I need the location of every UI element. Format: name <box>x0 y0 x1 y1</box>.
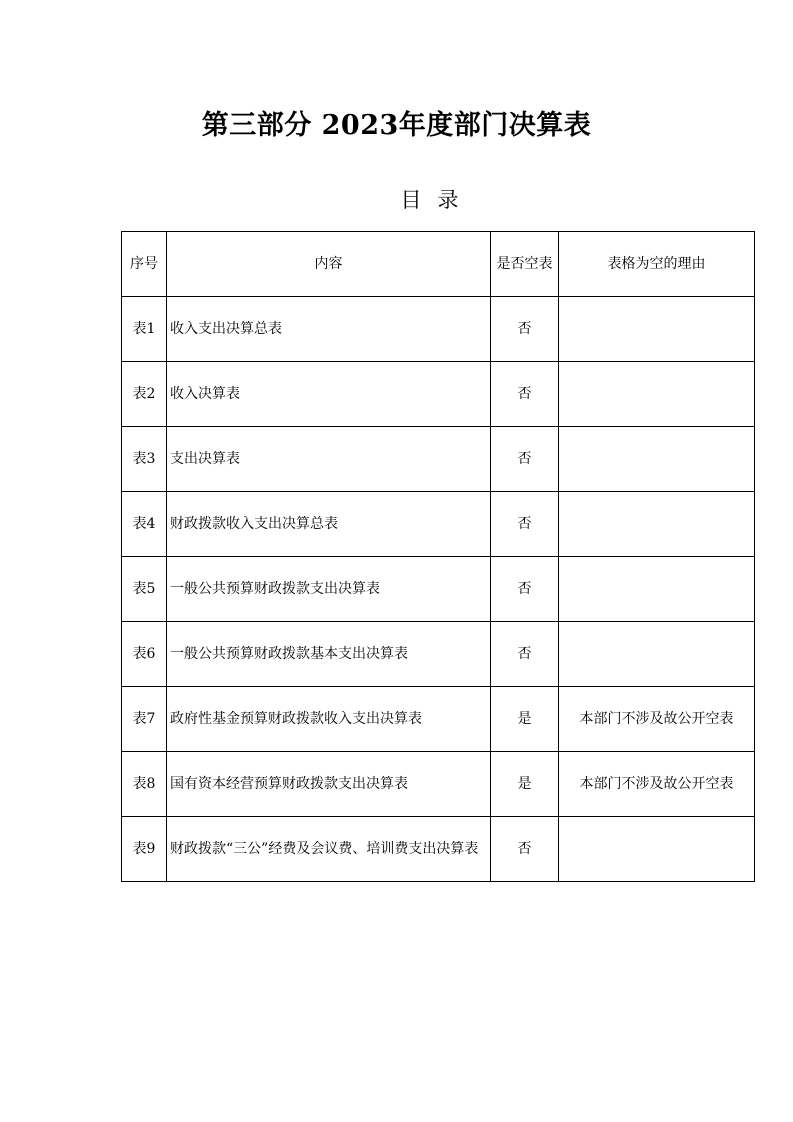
page-title: 第三部分 2023年度部门决算表 <box>201 110 592 141</box>
row-no: 表1 <box>122 297 167 362</box>
toc-table <box>121 231 755 882</box>
row-is-empty: 否 <box>491 297 559 362</box>
row-is-empty: 否 <box>491 362 559 427</box>
row-content: 支出决算表 <box>167 427 491 492</box>
row-is-empty: 否 <box>491 817 559 882</box>
table-row <box>122 492 755 557</box>
row-content: 财政拨款收入支出决算总表 <box>167 492 491 557</box>
header-reason: 表格为空的理由 <box>559 232 755 297</box>
row-reason <box>559 557 755 622</box>
row-reason <box>559 297 755 362</box>
table-row <box>122 297 755 362</box>
table-row <box>122 427 755 492</box>
row-no: 表3 <box>122 427 167 492</box>
row-is-empty: 是 <box>491 752 559 817</box>
row-is-empty: 否 <box>491 622 559 687</box>
row-is-empty: 否 <box>491 492 559 557</box>
row-content: 收入决算表 <box>167 362 491 427</box>
toc-heading: 目录 <box>400 188 475 212</box>
row-content: 政府性基金预算财政拨款收入支出决算表 <box>167 687 491 752</box>
row-content: 收入支出决算总表 <box>167 297 491 362</box>
table-row <box>122 687 755 752</box>
row-reason <box>559 622 755 687</box>
row-is-empty: 否 <box>491 427 559 492</box>
row-is-empty: 是 <box>491 687 559 752</box>
row-no: 表2 <box>122 362 167 427</box>
row-no: 表7 <box>122 687 167 752</box>
header-content: 内容 <box>167 232 491 297</box>
row-no: 表4 <box>122 492 167 557</box>
table-row <box>122 752 755 817</box>
row-reason <box>559 427 755 492</box>
row-content: 一般公共预算财政拨款基本支出决算表 <box>167 622 491 687</box>
row-reason: 本部门不涉及故公开空表 <box>559 687 755 752</box>
row-content: 一般公共预算财政拨款支出决算表 <box>167 557 491 622</box>
table-row <box>122 557 755 622</box>
row-reason: 本部门不涉及故公开空表 <box>559 752 755 817</box>
table-row <box>122 622 755 687</box>
row-content: 财政拨款“三公”经费及会议费、培训费支出决算表 <box>167 817 491 882</box>
row-no: 表9 <box>122 817 167 882</box>
row-content: 国有资本经营预算财政拨款支出决算表 <box>167 752 491 817</box>
table-row <box>122 817 755 882</box>
header-is-empty: 是否空表 <box>491 232 559 297</box>
row-no: 表6 <box>122 622 167 687</box>
row-is-empty: 否 <box>491 557 559 622</box>
table-row <box>122 362 755 427</box>
table-header-row <box>122 232 755 297</box>
header-no: 序号 <box>122 232 167 297</box>
row-no: 表8 <box>122 752 167 817</box>
row-reason <box>559 492 755 557</box>
row-reason <box>559 362 755 427</box>
row-no: 表5 <box>122 557 167 622</box>
row-reason <box>559 817 755 882</box>
